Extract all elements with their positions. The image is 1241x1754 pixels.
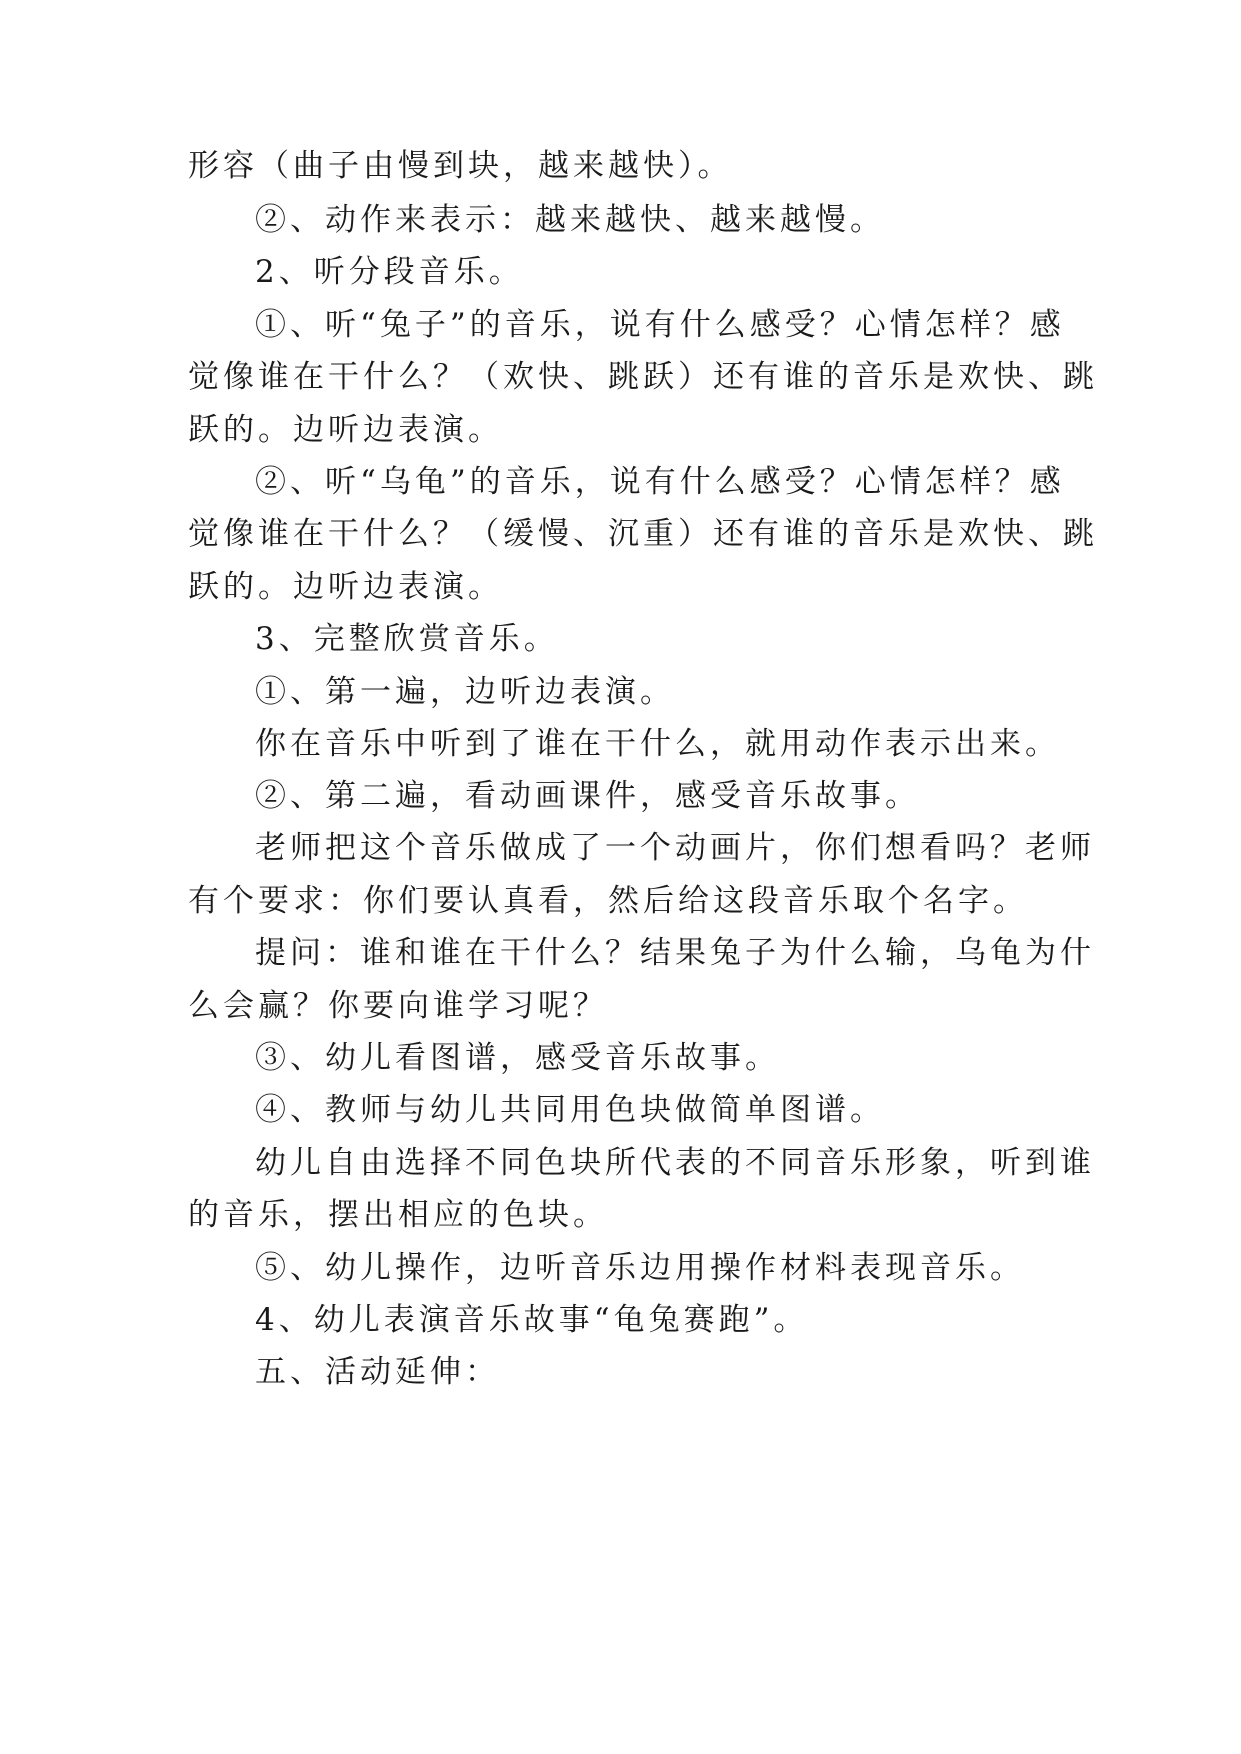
text-line: ③、幼儿看图谱，感受音乐故事。 [255, 1040, 780, 1076]
text-line: 跃的。边听边表演。 [188, 412, 503, 448]
text-line: ②、动作来表示：越来越快、越来越慢。 [255, 202, 885, 238]
text-line: ②、第二遍，看动画课件，感受音乐故事。 [255, 778, 920, 814]
text-line: ⑤、幼儿操作，边听音乐边用操作材料表现音乐。 [255, 1250, 1025, 1286]
text-line: 五、活动延伸： [255, 1354, 500, 1390]
text-line: ②、听“乌龟”的音乐，说有什么感受？心情怎样？感 [255, 464, 1065, 500]
text-line: 你在音乐中听到了谁在干什么，就用动作表示出来。 [255, 726, 1060, 762]
text-line: ①、听“兔子”的音乐，说有什么感受？心情怎样？感 [255, 307, 1065, 343]
text-line: 4、幼儿表演音乐故事“龟兔赛跑”。 [255, 1302, 809, 1338]
text-line: ①、第一遍，边听边表演。 [255, 674, 675, 710]
text-line: 的音乐，摆出相应的色块。 [188, 1197, 608, 1233]
text-line: ④、教师与幼儿共同用色块做简单图谱。 [255, 1092, 885, 1128]
text-line: 2、听分段音乐。 [255, 254, 524, 290]
text-line: 有个要求：你们要认真看，然后给这段音乐取个名字。 [188, 883, 1028, 919]
text-line: 么会赢？你要向谁学习呢？ [188, 988, 608, 1024]
text-line: 跃的。边听边表演。 [188, 569, 503, 605]
text-line: 觉像谁在干什么？（缓慢、沉重）还有谁的音乐是欢快、跳 [188, 516, 1098, 552]
text-line: 觉像谁在干什么？（欢快、跳跃）还有谁的音乐是欢快、跳 [188, 359, 1098, 395]
text-line: 老师把这个音乐做成了一个动画片，你们想看吗？老师 [255, 830, 1095, 866]
text-line: 提问：谁和谁在干什么？结果兔子为什么输，乌龟为什 [255, 935, 1095, 971]
text-line: 3、完整欣赏音乐。 [255, 621, 559, 657]
text-line: 幼儿自由选择不同色块所代表的不同音乐形象，听到谁 [255, 1145, 1095, 1181]
text-line: 形容（曲子由慢到块，越来越快）。 [188, 148, 733, 184]
